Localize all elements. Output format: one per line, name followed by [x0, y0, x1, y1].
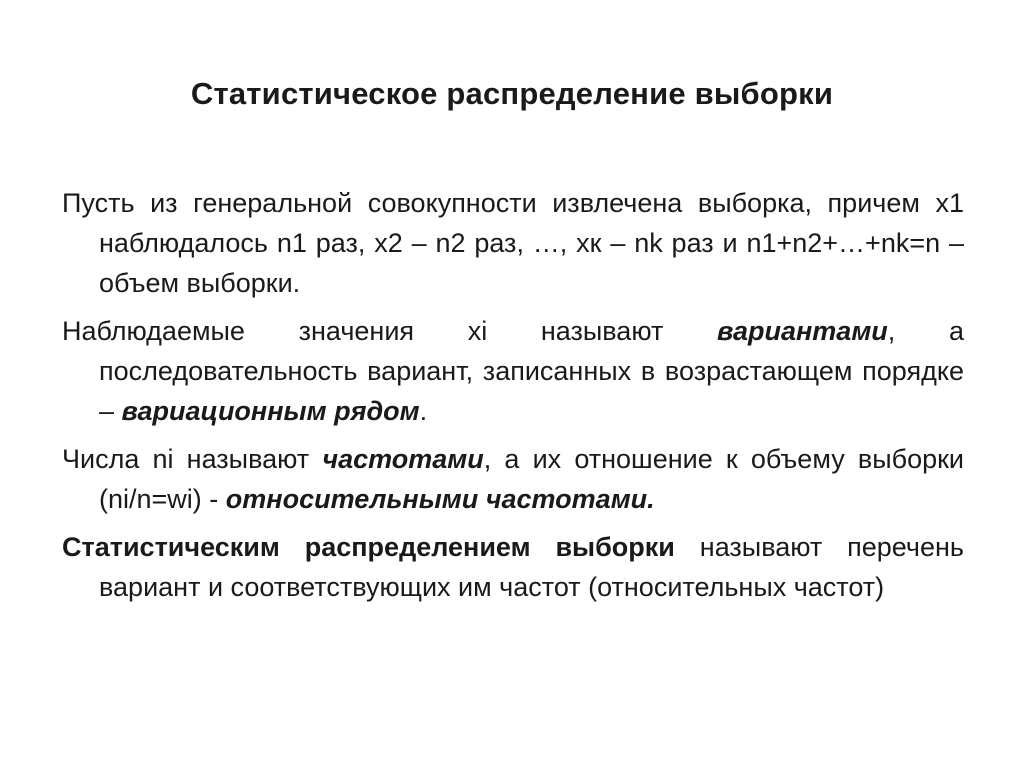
- term-variants: вариантами: [717, 316, 888, 346]
- paragraph-text: Наблюдаемые значения xi называют: [62, 316, 718, 346]
- paragraph-text: , а их отношение к объему выборки (ni/n=wi) -: [99, 444, 964, 514]
- paragraph-text: называют перечень вариант и соответствующих им частот (относительных частот): [99, 532, 964, 602]
- slide-title: Статистическое распределение выборки: [190, 76, 834, 111]
- paragraph-distribution: [62, 527, 964, 607]
- paragraph-text: .: [419, 396, 428, 426]
- paragraph-frequencies: [62, 439, 964, 519]
- paragraph-text: Пусть из генеральной совокупности извлечена выборка, причем x1 наблюдалось n1 раз, x2 – n2 раз, …, xк – nk раз и n1+n2+…+nk=n – объем выборки.: [62, 188, 964, 298]
- term-variation-series: вариационным рядом: [121, 396, 420, 426]
- paragraph-text: , а последовательность вариант, записанных в возрастающем порядке –: [99, 316, 964, 426]
- paragraph-variants: [62, 311, 964, 431]
- slide-body: [62, 183, 964, 607]
- paragraph-sample-definition: [62, 183, 964, 303]
- term-relative-frequencies: относительными частотами.: [225, 484, 655, 514]
- paragraph-text: Числа ni называют: [62, 444, 323, 474]
- term-statistical-distribution: Статистическим распределением выборки: [62, 532, 675, 562]
- term-frequencies: частотами: [322, 444, 484, 474]
